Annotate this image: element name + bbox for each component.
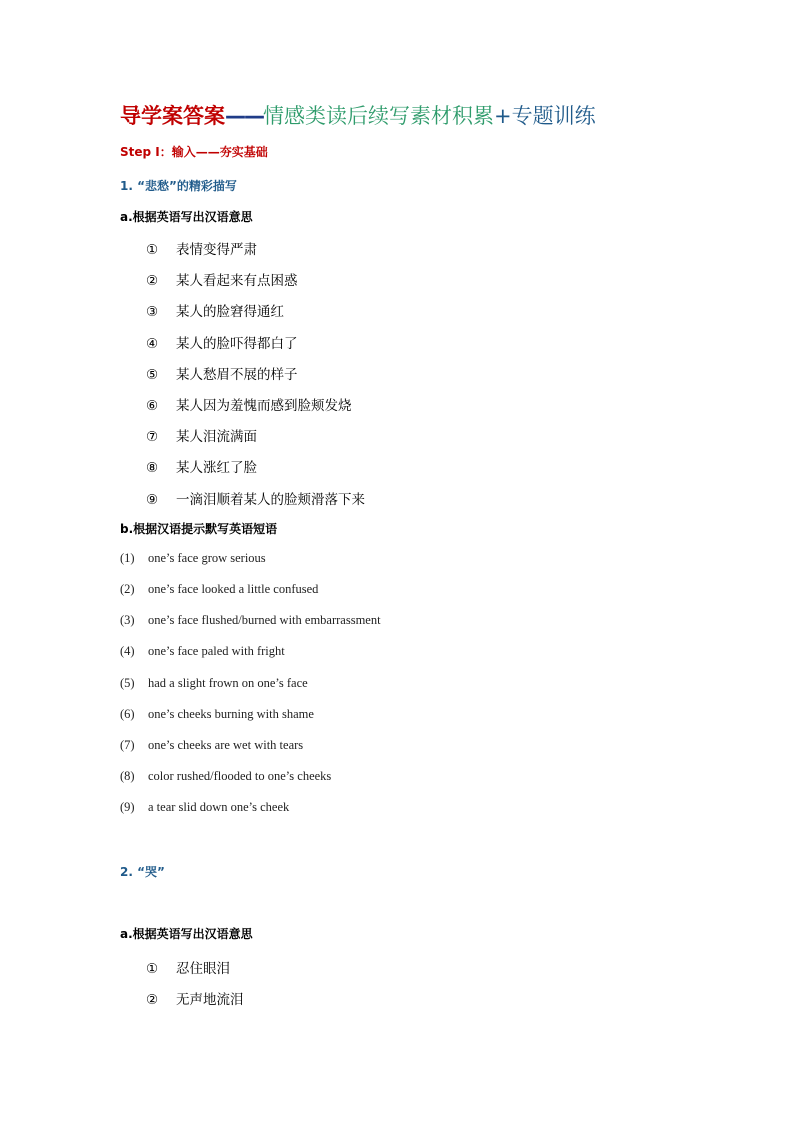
list-item: (8) color rushed/flooded to one’s cheeks <box>120 769 332 783</box>
section-1-heading: 1. “悲愁”的精彩描写 <box>120 179 237 193</box>
list-item: ⑨ 一滴泪顺着某人的脸颊滑落下来 <box>146 492 365 508</box>
list-item: (4) one’s face paled with fright <box>120 644 285 658</box>
list-item: (6) one’s cheeks burning with shame <box>120 707 314 721</box>
title-dash: —— <box>225 104 263 128</box>
section-1-sub-b: b.根据汉语提示默写英语短语 <box>120 522 278 536</box>
list-item: (2) one’s face looked a little confused <box>120 582 319 596</box>
list-item: ⑦ 某人泪流满面 <box>146 429 257 445</box>
step-heading: Step I：输入——夯实基础 <box>120 145 268 159</box>
title-part-3: +专题训练 <box>494 104 596 128</box>
list-item: ② 无声地流泪 <box>146 992 244 1008</box>
section-2-heading: 2. “哭” <box>120 865 165 879</box>
list-item: (9) a tear slid down one’s cheek <box>120 800 290 814</box>
list-item: (7) one’s cheeks are wet with tears <box>120 738 304 752</box>
list-item: (5) had a slight frown on one’s face <box>120 676 308 690</box>
section-2-sub-a: a.根据英语写出汉语意思 <box>120 927 253 941</box>
title-part-2: 情感类读后续写素材积累 <box>263 104 494 128</box>
list-item: ⑥ 某人因为羞愧而感到脸颊发烧 <box>146 398 352 414</box>
list-item: ② 某人看起来有点困惑 <box>146 273 298 289</box>
title-part-1: 导学案答案 <box>120 104 225 128</box>
list-item: (3) one’s face flushed/burned with embarrassment <box>120 613 381 627</box>
section-1-sub-a: a.根据英语写出汉语意思 <box>120 210 253 224</box>
list-item: ⑤ 某人愁眉不展的样子 <box>146 367 298 383</box>
list-item: (1) one’s face grow serious <box>120 551 266 565</box>
document-title <box>120 100 596 132</box>
list-item: ④ 某人的脸吓得都白了 <box>146 336 298 352</box>
list-item: ① 忍住眼泪 <box>146 961 230 977</box>
list-item: ⑧ 某人涨红了脸 <box>146 460 257 476</box>
list-item: ① 表情变得严肃 <box>146 242 257 258</box>
list-item: ③ 某人的脸窘得通红 <box>146 304 284 320</box>
